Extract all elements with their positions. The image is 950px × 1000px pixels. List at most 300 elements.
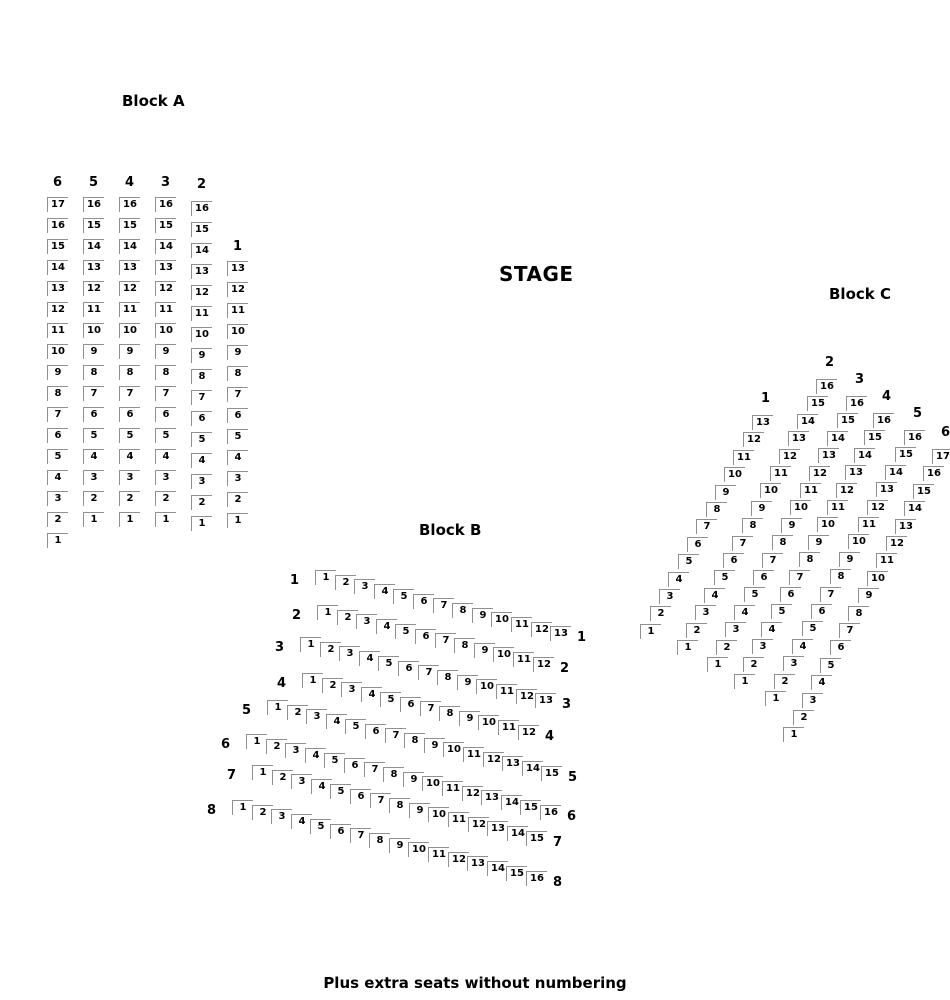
seat[interactable]: 1 xyxy=(119,512,140,527)
seat[interactable]: 15 xyxy=(520,800,541,815)
seat[interactable]: 5 xyxy=(678,554,699,569)
seat[interactable]: 13 xyxy=(845,465,866,480)
seat[interactable]: 13 xyxy=(752,415,773,430)
seat[interactable]: 6 xyxy=(753,570,774,585)
seat[interactable]: 11 xyxy=(463,747,484,762)
seat[interactable]: 3 xyxy=(291,774,312,789)
seat[interactable]: 1 xyxy=(707,657,728,672)
seat[interactable]: 8 xyxy=(439,706,460,721)
seat[interactable]: 6 xyxy=(344,758,365,773)
seat[interactable]: 16 xyxy=(873,413,894,428)
seat[interactable]: 15 xyxy=(913,484,934,499)
seat[interactable]: 14 xyxy=(155,239,176,254)
seat[interactable]: 1 xyxy=(155,512,176,527)
seat[interactable]: 9 xyxy=(858,588,879,603)
seat[interactable]: 10 xyxy=(817,517,838,532)
seat[interactable]: 8 xyxy=(383,767,404,782)
seat[interactable]: 13 xyxy=(227,261,248,276)
seat[interactable]: 1 xyxy=(232,800,253,815)
seat[interactable]: 2 xyxy=(191,495,212,510)
seat[interactable]: 2 xyxy=(743,657,764,672)
seat[interactable]: 13 xyxy=(83,260,104,275)
seat[interactable]: 16 xyxy=(47,218,68,233)
seat[interactable]: 1 xyxy=(317,605,338,620)
seat[interactable]: 5 xyxy=(47,449,68,464)
seat[interactable]: 6 xyxy=(400,697,421,712)
seat[interactable]: 11 xyxy=(770,466,791,481)
seat[interactable]: 6 xyxy=(413,594,434,609)
seat[interactable]: 13 xyxy=(155,260,176,275)
seat[interactable]: 1 xyxy=(252,765,273,780)
seat[interactable]: 12 xyxy=(227,282,248,297)
seat[interactable]: 14 xyxy=(501,795,522,810)
seat[interactable]: 13 xyxy=(191,264,212,279)
seat[interactable]: 3 xyxy=(271,809,292,824)
seat[interactable]: 4 xyxy=(326,714,347,729)
seat[interactable]: 12 xyxy=(191,285,212,300)
seat[interactable]: 8 xyxy=(772,535,793,550)
seat[interactable]: 11 xyxy=(858,517,879,532)
seat[interactable]: 13 xyxy=(119,260,140,275)
seat[interactable]: 6 xyxy=(83,407,104,422)
seat[interactable]: 5 xyxy=(227,429,248,444)
seat[interactable]: 9 xyxy=(47,365,68,380)
seat[interactable]: 3 xyxy=(752,639,773,654)
seat[interactable]: 1 xyxy=(783,727,804,742)
seat[interactable]: 1 xyxy=(640,624,661,639)
seat[interactable]: 11 xyxy=(119,302,140,317)
seat[interactable]: 1 xyxy=(83,512,104,527)
seat[interactable]: 10 xyxy=(428,807,449,822)
seat[interactable]: 10 xyxy=(408,842,429,857)
seat[interactable]: 12 xyxy=(809,466,830,481)
seat[interactable]: 9 xyxy=(389,838,410,853)
seat[interactable]: 6 xyxy=(191,411,212,426)
seat[interactable]: 7 xyxy=(155,386,176,401)
seat[interactable]: 2 xyxy=(252,805,273,820)
seat[interactable]: 4 xyxy=(47,470,68,485)
seat[interactable]: 8 xyxy=(227,366,248,381)
seat[interactable]: 3 xyxy=(354,579,375,594)
seat[interactable]: 11 xyxy=(733,450,754,465)
seat[interactable]: 4 xyxy=(311,779,332,794)
seat[interactable]: 2 xyxy=(716,640,737,655)
seat[interactable]: 9 xyxy=(409,803,430,818)
seat[interactable]: 10 xyxy=(476,679,497,694)
seat[interactable]: 4 xyxy=(811,675,832,690)
seat[interactable]: 9 xyxy=(474,643,495,658)
seat[interactable]: 4 xyxy=(792,639,813,654)
seat[interactable]: 5 xyxy=(714,570,735,585)
seat[interactable]: 1 xyxy=(191,516,212,531)
seat[interactable]: 7 xyxy=(435,633,456,648)
seat[interactable]: 13 xyxy=(788,431,809,446)
seat[interactable]: 2 xyxy=(650,606,671,621)
seat[interactable]: 7 xyxy=(732,536,753,551)
seat[interactable]: 14 xyxy=(507,826,528,841)
seat[interactable]: 10 xyxy=(493,647,514,662)
seat[interactable]: 8 xyxy=(830,569,851,584)
seat[interactable]: 8 xyxy=(452,603,473,618)
seat[interactable]: 10 xyxy=(867,571,888,586)
seat[interactable]: 9 xyxy=(751,501,772,516)
seat[interactable]: 16 xyxy=(83,197,104,212)
seat[interactable]: 1 xyxy=(302,673,323,688)
seat[interactable]: 1 xyxy=(315,570,336,585)
seat[interactable]: 3 xyxy=(227,471,248,486)
seat[interactable]: 11 xyxy=(83,302,104,317)
seat[interactable]: 9 xyxy=(839,552,860,567)
seat[interactable]: 16 xyxy=(155,197,176,212)
seat[interactable]: 7 xyxy=(418,665,439,680)
seat[interactable]: 2 xyxy=(266,739,287,754)
seat[interactable]: 14 xyxy=(191,243,212,258)
seat[interactable]: 3 xyxy=(306,709,327,724)
seat[interactable]: 12 xyxy=(468,817,489,832)
seat[interactable]: 11 xyxy=(428,847,449,862)
seat[interactable]: 8 xyxy=(454,638,475,653)
seat[interactable]: 5 xyxy=(330,784,351,799)
seat[interactable]: 15 xyxy=(83,218,104,233)
seat[interactable]: 10 xyxy=(422,776,443,791)
seat[interactable]: 7 xyxy=(433,598,454,613)
seat[interactable]: 14 xyxy=(119,239,140,254)
seat[interactable]: 10 xyxy=(790,500,811,515)
seat[interactable]: 3 xyxy=(341,682,362,697)
seat[interactable]: 10 xyxy=(155,323,176,338)
seat[interactable]: 16 xyxy=(846,396,867,411)
seat[interactable]: 6 xyxy=(227,408,248,423)
seat[interactable]: 12 xyxy=(155,281,176,296)
seat[interactable]: 7 xyxy=(119,386,140,401)
seat[interactable]: 12 xyxy=(462,786,483,801)
seat[interactable]: 14 xyxy=(522,761,543,776)
seat[interactable]: 16 xyxy=(526,871,547,886)
seat[interactable]: 11 xyxy=(876,553,897,568)
seat[interactable]: 17 xyxy=(932,449,950,464)
seat[interactable]: 2 xyxy=(287,705,308,720)
seat[interactable]: 15 xyxy=(526,831,547,846)
seat[interactable]: 9 xyxy=(403,772,424,787)
seat[interactable]: 5 xyxy=(395,624,416,639)
seat[interactable]: 13 xyxy=(502,756,523,771)
seat[interactable]: 16 xyxy=(119,197,140,212)
seat[interactable]: 2 xyxy=(272,770,293,785)
seat[interactable]: 11 xyxy=(227,303,248,318)
seat[interactable]: 12 xyxy=(119,281,140,296)
seat[interactable]: 4 xyxy=(359,651,380,666)
seat[interactable]: 7 xyxy=(227,387,248,402)
seat[interactable]: 10 xyxy=(443,742,464,757)
seat[interactable]: 2 xyxy=(337,610,358,625)
seat[interactable]: 9 xyxy=(472,608,493,623)
seat[interactable]: 7 xyxy=(83,386,104,401)
seat[interactable]: 2 xyxy=(47,512,68,527)
seat[interactable]: 10 xyxy=(478,715,499,730)
seat[interactable]: 4 xyxy=(761,622,782,637)
seat[interactable]: 2 xyxy=(793,710,814,725)
seat[interactable]: 4 xyxy=(291,814,312,829)
seat[interactable]: 12 xyxy=(886,536,907,551)
seat[interactable]: 11 xyxy=(498,720,519,735)
seat[interactable]: 14 xyxy=(47,260,68,275)
seat[interactable]: 2 xyxy=(774,674,795,689)
seat[interactable]: 17 xyxy=(47,197,68,212)
seat[interactable]: 3 xyxy=(155,470,176,485)
seat[interactable]: 4 xyxy=(83,449,104,464)
seat[interactable]: 10 xyxy=(47,344,68,359)
seat[interactable]: 12 xyxy=(531,622,552,637)
seat[interactable]: 3 xyxy=(191,474,212,489)
seat[interactable]: 4 xyxy=(374,584,395,599)
seat[interactable]: 6 xyxy=(365,724,386,739)
seat[interactable]: 11 xyxy=(191,306,212,321)
seat[interactable]: 12 xyxy=(448,852,469,867)
seat[interactable]: 4 xyxy=(376,619,397,634)
seat[interactable]: 12 xyxy=(779,449,800,464)
seat[interactable]: 4 xyxy=(305,748,326,763)
seat[interactable]: 1 xyxy=(246,734,267,749)
seat[interactable]: 15 xyxy=(506,866,527,881)
seat[interactable]: 7 xyxy=(420,701,441,716)
seat[interactable]: 9 xyxy=(119,344,140,359)
seat[interactable]: 6 xyxy=(415,629,436,644)
seat[interactable]: 5 xyxy=(119,428,140,443)
seat[interactable]: 12 xyxy=(533,657,554,672)
seat[interactable]: 11 xyxy=(513,652,534,667)
seat[interactable]: 13 xyxy=(47,281,68,296)
seat[interactable]: 7 xyxy=(385,728,406,743)
seat[interactable]: 15 xyxy=(155,218,176,233)
seat[interactable]: 9 xyxy=(83,344,104,359)
seat[interactable]: 4 xyxy=(155,449,176,464)
seat[interactable]: 3 xyxy=(356,614,377,629)
seat[interactable]: 11 xyxy=(448,812,469,827)
seat[interactable]: 14 xyxy=(487,861,508,876)
seat[interactable]: 7 xyxy=(762,553,783,568)
seat[interactable]: 11 xyxy=(800,483,821,498)
seat[interactable]: 10 xyxy=(119,323,140,338)
seat[interactable]: 3 xyxy=(783,656,804,671)
seat[interactable]: 9 xyxy=(457,675,478,690)
seat[interactable]: 10 xyxy=(83,323,104,338)
seat[interactable]: 7 xyxy=(47,407,68,422)
seat[interactable]: 6 xyxy=(780,587,801,602)
seat[interactable]: 6 xyxy=(811,604,832,619)
seat[interactable]: 5 xyxy=(802,621,823,636)
seat[interactable]: 7 xyxy=(839,623,860,638)
seat[interactable]: 8 xyxy=(47,386,68,401)
seat[interactable]: 10 xyxy=(760,483,781,498)
seat[interactable]: 11 xyxy=(47,323,68,338)
seat[interactable]: 6 xyxy=(830,640,851,655)
seat[interactable]: 1 xyxy=(734,674,755,689)
seat[interactable]: 5 xyxy=(744,587,765,602)
seat[interactable]: 5 xyxy=(83,428,104,443)
seat[interactable]: 4 xyxy=(119,449,140,464)
seat[interactable]: 15 xyxy=(895,447,916,462)
seat[interactable]: 16 xyxy=(540,805,561,820)
seat[interactable]: 13 xyxy=(895,519,916,534)
seat[interactable]: 8 xyxy=(799,552,820,567)
seat[interactable]: 8 xyxy=(742,518,763,533)
seat[interactable]: 9 xyxy=(227,345,248,360)
seat[interactable]: 12 xyxy=(518,725,539,740)
seat[interactable]: 11 xyxy=(511,617,532,632)
seat[interactable]: 10 xyxy=(724,467,745,482)
seat[interactable]: 9 xyxy=(424,738,445,753)
seat[interactable]: 8 xyxy=(706,502,727,517)
seat[interactable]: 3 xyxy=(83,470,104,485)
seat[interactable]: 2 xyxy=(83,491,104,506)
seat[interactable]: 9 xyxy=(781,518,802,533)
seat[interactable]: 5 xyxy=(345,719,366,734)
seat[interactable]: 7 xyxy=(364,762,385,777)
seat[interactable]: 2 xyxy=(322,678,343,693)
seat[interactable]: 5 xyxy=(820,658,841,673)
seat[interactable]: 12 xyxy=(836,483,857,498)
seat[interactable]: 11 xyxy=(496,684,517,699)
seat[interactable]: 1 xyxy=(227,513,248,528)
seat[interactable]: 9 xyxy=(459,711,480,726)
seat[interactable]: 12 xyxy=(483,752,504,767)
seat[interactable]: 8 xyxy=(191,369,212,384)
seat[interactable]: 5 xyxy=(378,656,399,671)
seat[interactable]: 7 xyxy=(350,828,371,843)
seat[interactable]: 13 xyxy=(876,482,897,497)
seat[interactable]: 8 xyxy=(119,365,140,380)
seat[interactable]: 11 xyxy=(442,781,463,796)
seat[interactable]: 15 xyxy=(119,218,140,233)
seat[interactable]: 11 xyxy=(827,500,848,515)
seat[interactable]: 8 xyxy=(369,833,390,848)
seat[interactable]: 12 xyxy=(516,689,537,704)
seat[interactable]: 10 xyxy=(191,327,212,342)
seat[interactable]: 1 xyxy=(300,637,321,652)
seat[interactable]: 16 xyxy=(904,430,925,445)
seat[interactable]: 5 xyxy=(771,604,792,619)
seat[interactable]: 3 xyxy=(802,693,823,708)
seat[interactable]: 9 xyxy=(155,344,176,359)
seat[interactable]: 6 xyxy=(119,407,140,422)
seat[interactable]: 12 xyxy=(867,500,888,515)
seat[interactable]: 2 xyxy=(320,642,341,657)
seat[interactable]: 13 xyxy=(481,790,502,805)
seat[interactable]: 5 xyxy=(310,819,331,834)
seat[interactable]: 5 xyxy=(380,692,401,707)
seat[interactable]: 7 xyxy=(191,390,212,405)
seat[interactable]: 6 xyxy=(687,537,708,552)
seat[interactable]: 14 xyxy=(904,501,925,516)
seat[interactable]: 3 xyxy=(47,491,68,506)
seat[interactable]: 2 xyxy=(686,623,707,638)
seat[interactable]: 6 xyxy=(330,824,351,839)
seat[interactable]: 15 xyxy=(541,766,562,781)
seat[interactable]: 2 xyxy=(335,575,356,590)
seat[interactable]: 1 xyxy=(47,533,68,548)
seat[interactable]: 9 xyxy=(715,485,736,500)
seat[interactable]: 3 xyxy=(695,605,716,620)
seat[interactable]: 14 xyxy=(83,239,104,254)
seat[interactable]: 13 xyxy=(467,856,488,871)
seat[interactable]: 9 xyxy=(191,348,212,363)
seat[interactable]: 10 xyxy=(227,324,248,339)
seat[interactable]: 2 xyxy=(227,492,248,507)
seat[interactable]: 12 xyxy=(47,302,68,317)
seat[interactable]: 13 xyxy=(487,821,508,836)
seat[interactable]: 3 xyxy=(725,622,746,637)
seat[interactable]: 8 xyxy=(389,798,410,813)
seat[interactable]: 14 xyxy=(854,448,875,463)
seat[interactable]: 6 xyxy=(155,407,176,422)
seat[interactable]: 14 xyxy=(827,431,848,446)
seat[interactable]: 7 xyxy=(696,519,717,534)
seat[interactable]: 4 xyxy=(361,687,382,702)
seat[interactable]: 5 xyxy=(155,428,176,443)
seat[interactable]: 14 xyxy=(797,414,818,429)
seat[interactable]: 8 xyxy=(155,365,176,380)
seat[interactable]: 5 xyxy=(191,432,212,447)
seat[interactable]: 7 xyxy=(820,587,841,602)
seat[interactable]: 1 xyxy=(765,691,786,706)
seat[interactable]: 12 xyxy=(83,281,104,296)
seat[interactable]: 16 xyxy=(191,201,212,216)
seat[interactable]: 15 xyxy=(47,239,68,254)
seat[interactable]: 6 xyxy=(350,789,371,804)
seat[interactable]: 5 xyxy=(324,753,345,768)
seat[interactable]: 4 xyxy=(191,453,212,468)
seat[interactable]: 8 xyxy=(83,365,104,380)
seat[interactable]: 11 xyxy=(155,302,176,317)
seat[interactable]: 1 xyxy=(677,640,698,655)
seat[interactable]: 12 xyxy=(743,432,764,447)
seat[interactable]: 16 xyxy=(816,379,837,394)
seat[interactable]: 15 xyxy=(191,222,212,237)
seat[interactable]: 5 xyxy=(393,589,414,604)
seat[interactable]: 3 xyxy=(119,470,140,485)
seat[interactable]: 4 xyxy=(227,450,248,465)
seat[interactable]: 7 xyxy=(789,570,810,585)
seat[interactable]: 14 xyxy=(885,465,906,480)
seat[interactable]: 4 xyxy=(668,572,689,587)
seat[interactable]: 8 xyxy=(848,606,869,621)
seat[interactable]: 6 xyxy=(398,661,419,676)
seat[interactable]: 13 xyxy=(550,626,571,641)
seat[interactable]: 15 xyxy=(864,430,885,445)
seat[interactable]: 9 xyxy=(808,535,829,550)
seat[interactable]: 3 xyxy=(339,646,360,661)
seat[interactable]: 15 xyxy=(837,413,858,428)
seat[interactable]: 7 xyxy=(370,793,391,808)
seat[interactable]: 6 xyxy=(723,553,744,568)
seat[interactable]: 1 xyxy=(267,700,288,715)
seat[interactable]: 6 xyxy=(47,428,68,443)
seat[interactable]: 15 xyxy=(807,396,828,411)
seat[interactable]: 4 xyxy=(704,588,725,603)
seat[interactable]: 13 xyxy=(535,693,556,708)
seat[interactable]: 10 xyxy=(491,612,512,627)
seat[interactable]: 4 xyxy=(734,605,755,620)
seat[interactable]: 2 xyxy=(119,491,140,506)
seat[interactable]: 10 xyxy=(848,534,869,549)
seat[interactable]: 8 xyxy=(404,733,425,748)
seat[interactable]: 16 xyxy=(923,466,944,481)
seat[interactable]: 3 xyxy=(659,589,680,604)
seat[interactable]: 8 xyxy=(437,670,458,685)
seat[interactable]: 2 xyxy=(155,491,176,506)
seat[interactable]: 13 xyxy=(818,448,839,463)
seat[interactable]: 3 xyxy=(285,743,306,758)
